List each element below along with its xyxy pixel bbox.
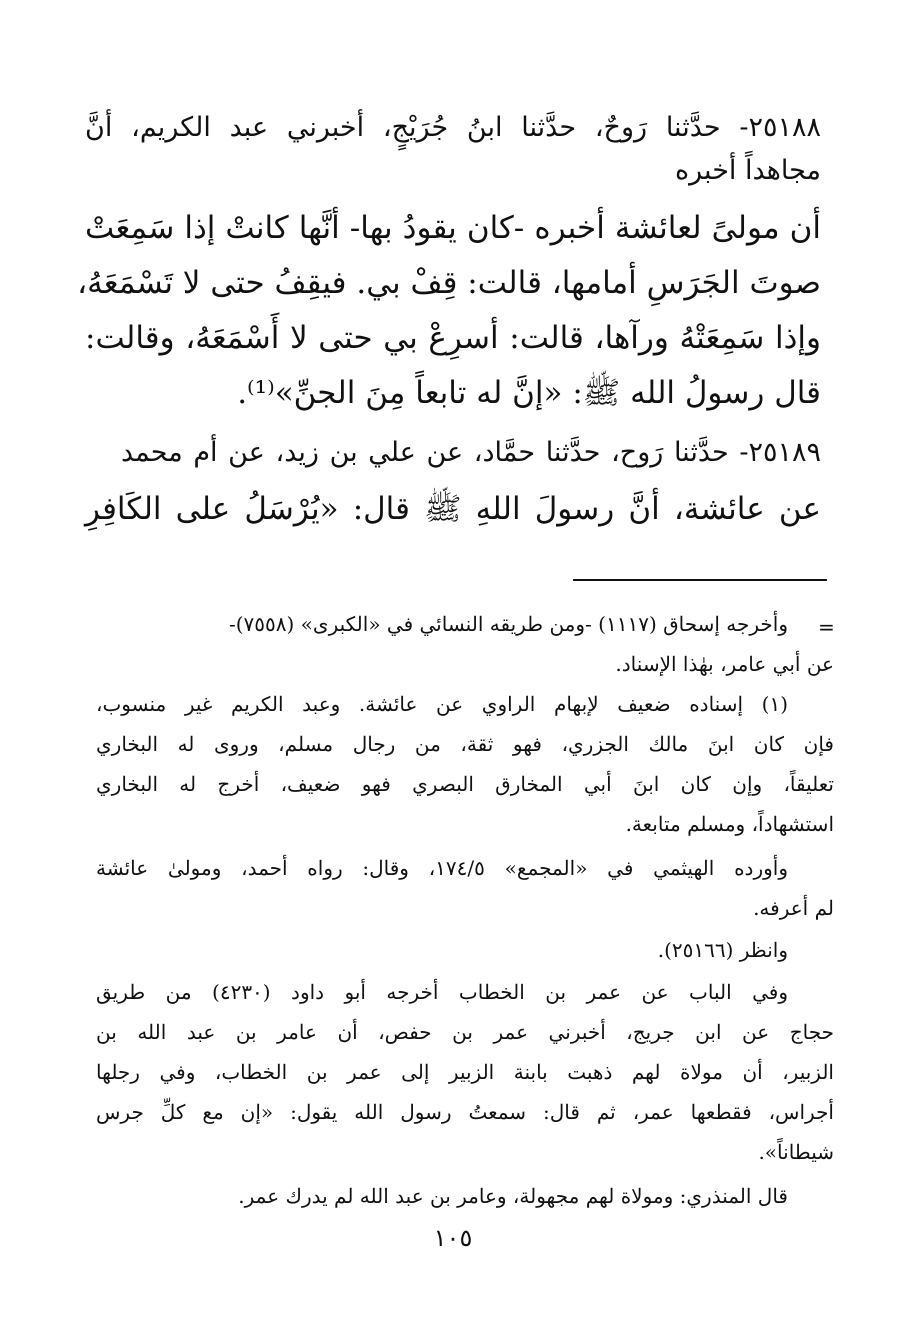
footnote-mundhiri: قال المنذري: ومولاة لهم مجهولة، وعامر بن عبد الله لم يدرك عمر. <box>238 1184 788 1208</box>
footnote-separator <box>573 579 827 581</box>
footnote-haythami-line2: لم أعرفه. <box>753 896 834 920</box>
footnote-bab-line4: أجراس، فقطعها عمر، ثم قال: سمعتُ رسول الله يقول: «إن مع كلِّ جرس <box>96 1100 834 1124</box>
footnote-bab-line2: حجاج عن ابن جريج، أخبرني عمر بن حفص، أن عامر بن عبد الله بن <box>96 1020 834 1044</box>
footnote-haythami-line1: وأورده الهيثمي في «المجمع» ١٧٤/٥، وقال: رواه أحمد، ومولىٰ عائشة <box>96 856 788 880</box>
hadith-25188-isnad-line2: مجاهداً أخبره <box>675 155 821 186</box>
hadith-25188-matn-line2: صوتَ الجَرَسِ أمامها، قالت: قِفْ بي. فيقِفُ حتى لا تَسْمَعَهُ، <box>77 265 821 301</box>
footnote-see-also: وانظر (٢٥١٦٦). <box>657 938 788 962</box>
footnote-1-line1: (١) إسناده ضعيف لإبهام الراوي عن عائشة. وعبد الكريم غير منسوب، <box>96 692 788 716</box>
footnote-bab-line1: وفي الباب عن عمر بن الخطاب أخرجه أبو داود (٤٢٣٠) من طريق <box>96 980 788 1004</box>
footnote-1-line3: تعليقاً، وإن كان ابنَ أبي المخارق البصري فهو ضعيف، أخرج له البخاري <box>96 772 834 796</box>
hadith-25189-isnad-line1: ٢٥١٨٩- حدَّثنا رَوح، حدَّثنا حمَّاد، عن علي بن زيد، عن أم محمد <box>121 437 821 468</box>
hadith-25189-matn-line1: عن عائشة، أنَّ رسولَ اللهِ ﷺ قال: «يُرْسَلُ على الكَافِرِ <box>85 491 821 527</box>
footnote-1-line4: استشهاداً، ومسلم متابعة. <box>625 812 834 836</box>
continuation-marker: = <box>818 615 835 639</box>
footnote-bab-line5: شيطاناً». <box>758 1140 834 1164</box>
hadith-25188-matn-line4: قال رسولُ الله ﷺ: «إنَّ له تابعاً مِنَ الجنِّ»⁽¹⁾. <box>237 375 821 411</box>
footnote-bab-line3: الزبير، أن مولاة لهم ذهبت بابنة الزبير إلى عمر بن الخطاب، وفي رجلها <box>96 1060 834 1084</box>
page-number: ١٠٥ <box>433 1224 473 1252</box>
hadith-25188-isnad-line1: ٢٥١٨٨- حدَّثنا رَوحٌ، حدَّثنا ابنُ جُرَيْجٍ، أخبرني عبد الكريم، أنَّ <box>85 112 821 143</box>
hadith-25188-matn-line3: وإذا سَمِعَتْهُ ورآها، قالت: أسرِعْ بي حتى لا أَسْمَعَهُ، وقالت: <box>85 320 821 356</box>
footnote-1-line2: فإن كان ابنَ مالك الجزري، فهو ثقة، من رجال مسلم، وروى له البخاري <box>96 732 834 756</box>
footnote-continuation-line1: وأخرجه إسحاق (١١١٧) -ومن طريقه النسائي في «الكبرى» (٧٥٥٨)- <box>228 612 788 636</box>
hadith-25188-matn-line1: أن مولىً لعائشة أخبره -كان يقودُ بها- أنَّها كانتْ إذا سَمِعَتْ <box>85 210 821 246</box>
footnote-continuation-line2: عن أبي عامر، بهٰذا الإسناد. <box>615 652 834 676</box>
